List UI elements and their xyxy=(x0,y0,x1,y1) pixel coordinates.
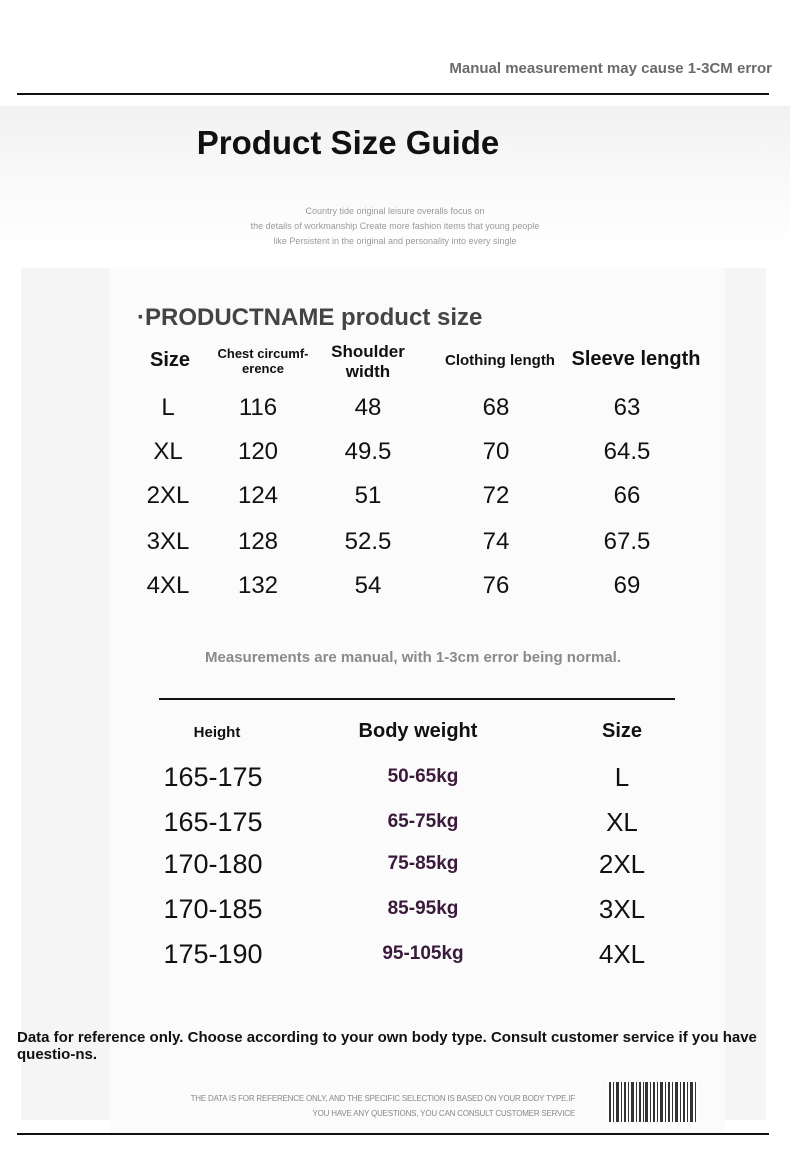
row-1-chest: 116 xyxy=(238,394,278,421)
rec-row-3-weight: 75-85kg xyxy=(387,853,459,874)
row-1-size: L xyxy=(161,394,175,421)
header-clothing-length: Clothing length xyxy=(445,352,555,369)
rec-row-2-size: XL xyxy=(606,807,638,837)
header-chest-line-1: Chest circumf- xyxy=(217,346,309,361)
measurement-error-note: Manual measurement may cause 1-3CM error xyxy=(449,60,772,77)
tagline-line-3: like Persistent in the original and personality into every single xyxy=(273,236,517,246)
rec-row-4-size: 3XL xyxy=(598,894,646,924)
row-5-sleeve: 69 xyxy=(613,572,641,599)
header-chest-line-2: erence xyxy=(242,361,284,376)
rec-row-1-weight: 50-65kg xyxy=(387,766,459,787)
row-4-size: 3XL xyxy=(146,528,190,555)
header-chest xyxy=(210,346,316,376)
row-4-sleeve: 67.5 xyxy=(603,528,651,555)
header-shoulder-line-2: width xyxy=(345,362,391,381)
row-5-length: 76 xyxy=(482,572,510,599)
product-size-title: ·PRODUCTNAME product size xyxy=(137,304,483,331)
row-2-length: 70 xyxy=(482,438,510,465)
rec-row-4-height: 170-185 xyxy=(163,894,263,924)
section-divider xyxy=(159,698,675,700)
manual-measurement-note: Measurements are manual, with 1-3cm error being normal. xyxy=(205,649,621,666)
row-3-length: 72 xyxy=(482,482,510,509)
row-3-shoulder: 51 xyxy=(354,482,382,509)
fine-print-line-2: YOU HAVE ANY QUESTIONS, YOU CAN CONSULT CUSTOMER SERVICE xyxy=(312,1109,575,1118)
row-1-shoulder: 48 xyxy=(354,394,382,421)
reference-disclaimer: Data for reference only. Choose according to your own body type. Consult customer service if you have questio-ns. xyxy=(17,1029,757,1063)
row-3-sleeve: 66 xyxy=(613,482,641,509)
header-shoulder xyxy=(318,342,418,382)
rec-row-3-size: 2XL xyxy=(598,849,646,879)
rec-row-5-height: 175-190 xyxy=(163,939,263,969)
header-height: Height xyxy=(193,724,241,741)
row-2-sleeve: 64.5 xyxy=(603,438,651,465)
bottom-divider xyxy=(17,1133,769,1135)
barcode-icon xyxy=(607,1082,697,1122)
row-5-shoulder: 54 xyxy=(354,572,382,599)
top-divider xyxy=(17,93,769,95)
header-recommend-size: Size xyxy=(601,720,643,742)
row-1-sleeve: 63 xyxy=(613,394,641,421)
row-2-shoulder: 49.5 xyxy=(344,438,392,465)
tagline-line-2: the details of workmanship Create more fashion items that young people xyxy=(250,221,540,231)
tagline-line-1: Country tide original leisure overalls focus on xyxy=(305,206,485,216)
rec-row-1-size: L xyxy=(614,762,630,792)
row-3-chest: 124 xyxy=(237,482,279,509)
rec-row-2-height: 165-175 xyxy=(163,807,263,837)
rec-row-2-weight: 65-75kg xyxy=(387,811,459,832)
header-shoulder-line-1: Shoulder xyxy=(331,342,405,361)
row-4-chest: 128 xyxy=(237,528,279,555)
row-2-size: XL xyxy=(153,438,183,465)
fine-print-line-1: THE DATA IS FOR REFERENCE ONLY, AND THE SPECIFIC SELECTION IS BASED ON YOUR BODY TYPE.IF xyxy=(190,1094,575,1103)
rec-row-4-weight: 85-95kg xyxy=(387,898,459,919)
row-5-size: 4XL xyxy=(146,572,190,599)
header-size: Size xyxy=(149,349,191,371)
rec-row-5-weight: 95-105kg xyxy=(382,943,464,964)
row-4-shoulder: 52.5 xyxy=(344,528,392,555)
rec-row-3-height: 170-180 xyxy=(163,849,263,879)
header-sleeve-length: Sleeve length xyxy=(571,348,701,370)
row-3-size: 2XL xyxy=(146,482,190,509)
page-title: Product Size Guide xyxy=(196,124,500,161)
row-1-length: 68 xyxy=(482,394,510,421)
row-4-length: 74 xyxy=(482,528,510,555)
header-body-weight: Body weight xyxy=(358,720,478,742)
rec-row-5-size: 4XL xyxy=(598,939,646,969)
row-5-chest: 132 xyxy=(237,572,279,599)
row-2-chest: 120 xyxy=(237,438,279,465)
rec-row-1-height: 165-175 xyxy=(163,762,263,792)
